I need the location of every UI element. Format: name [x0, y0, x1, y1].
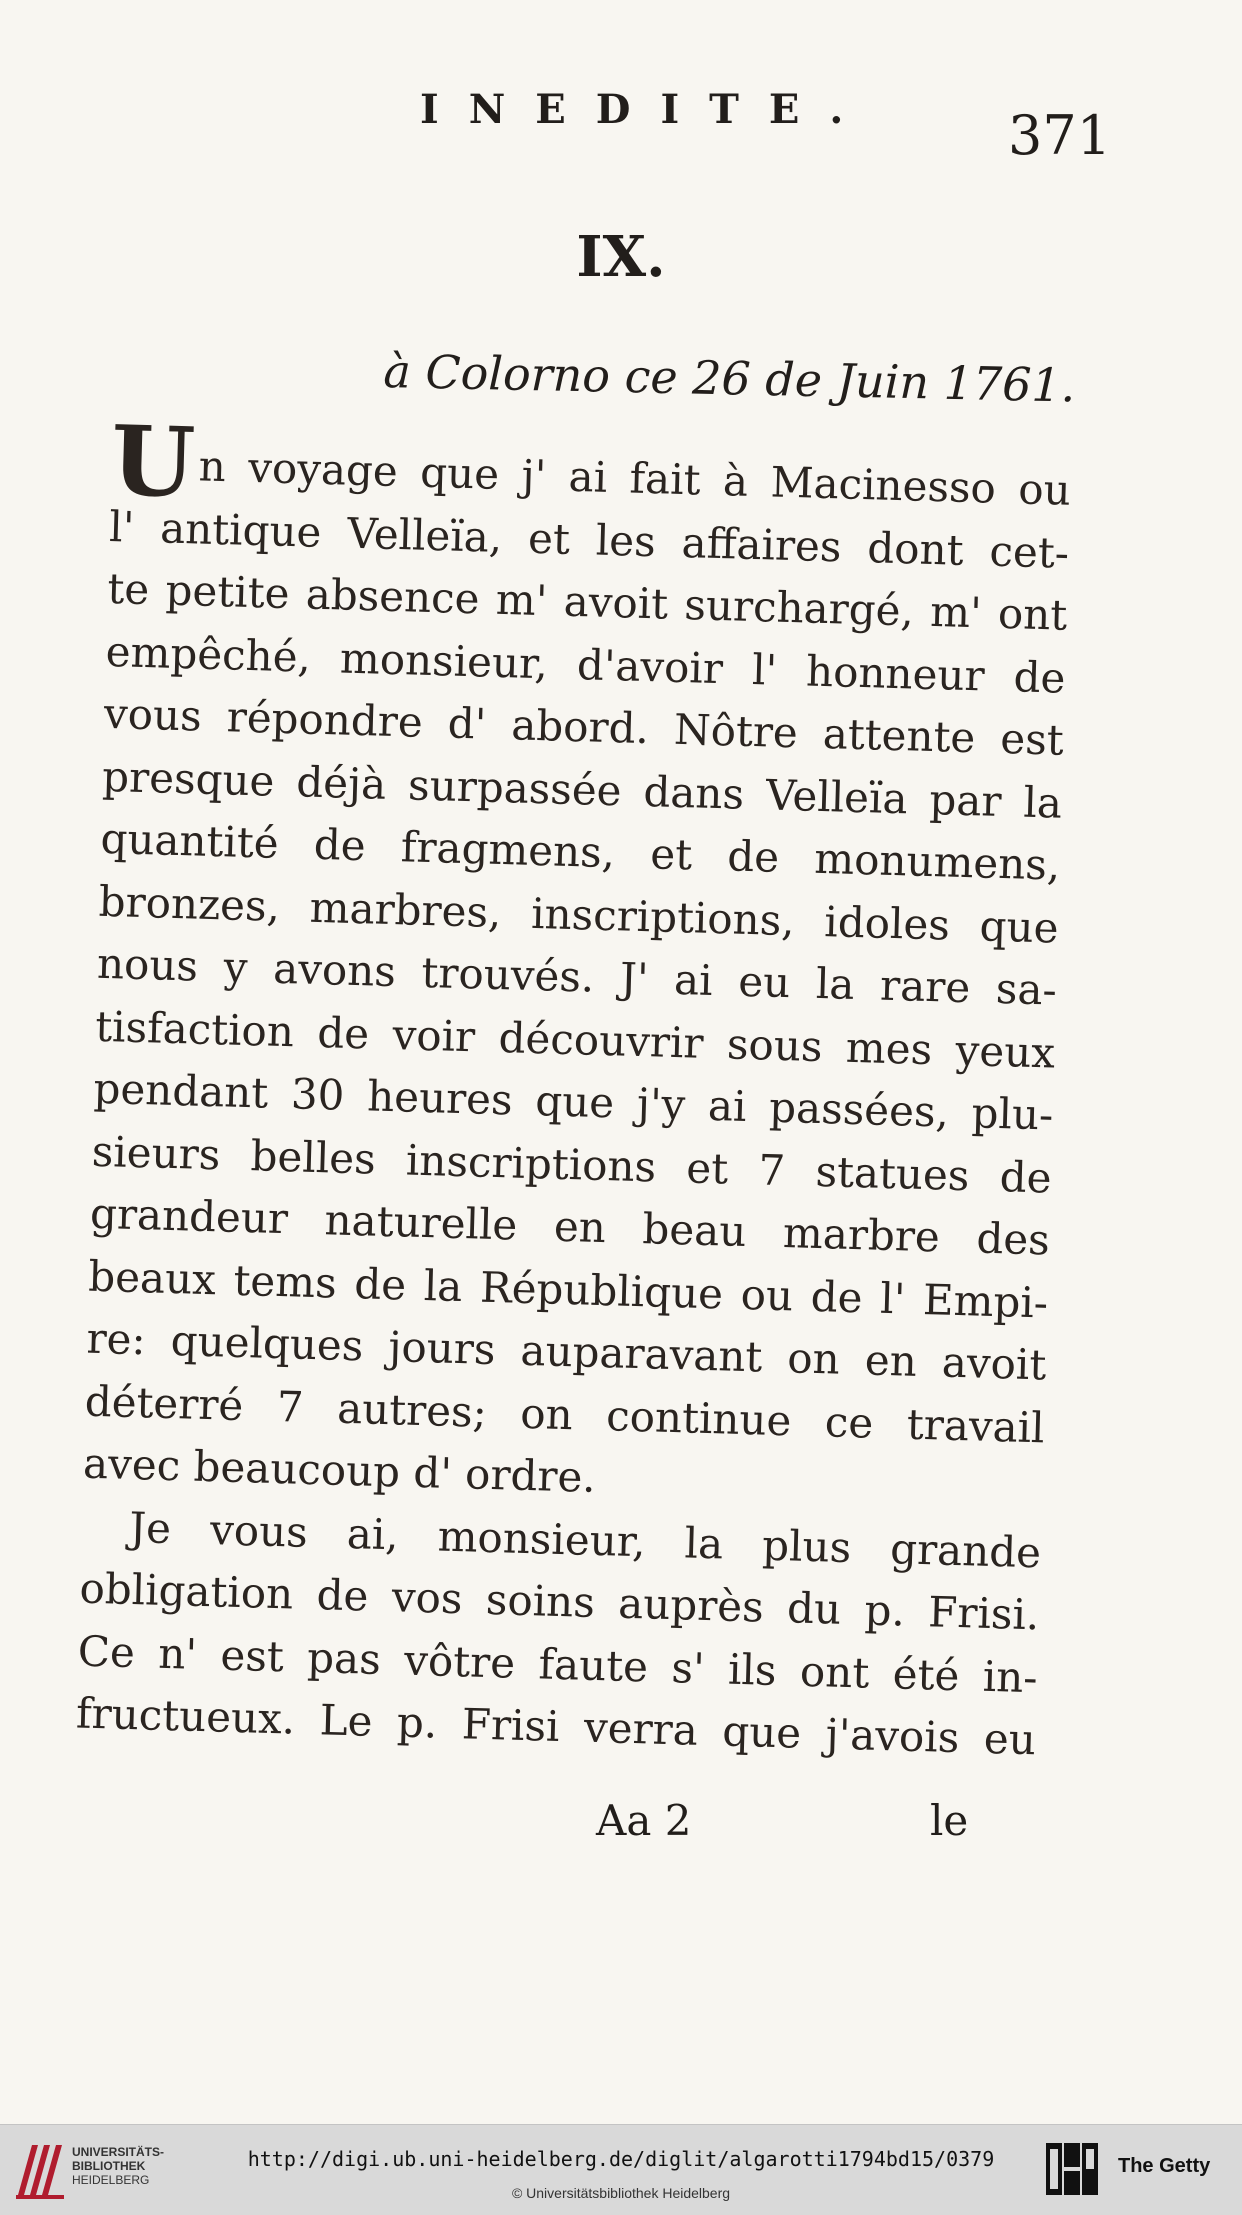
- text-line: beaux tems de la République ou de l' Empi-: [87, 1251, 1049, 1327]
- running-head: INEDITE.: [420, 86, 874, 133]
- text-line: Ce n' est pas vôtre faute s' ils ont été in-: [77, 1626, 1039, 1702]
- text-line: sieurs belles inscriptions et 7 statues de: [91, 1126, 1053, 1203]
- text-line: quantité de fragmens, et de monumens,: [99, 813, 1061, 890]
- text-line: Un voyage que j' ai fait à Macinesso ou: [109, 404, 1072, 520]
- signature-mark: Aa 2: [596, 1796, 692, 1845]
- text-line: presque déjà surpassée dans Velleïa par la: [101, 751, 1063, 828]
- footer-bar: [0, 2124, 1242, 2215]
- dateline: à Colorno ce 26 de Juin 1761.: [382, 344, 1076, 413]
- text-line: vous répondre d' abord. Nôtre attente est: [103, 688, 1065, 765]
- library-name: UNIVERSITÄTS- BIBLIOTHEK HEIDELBERG: [72, 2145, 165, 2187]
- text-line: obligation de vos soins auprès du p. Frisi.: [78, 1563, 1040, 1640]
- letter-body: [75, 404, 1072, 1772]
- text-line: Je vous ai, monsieur, la plus grande: [128, 1502, 1042, 1577]
- page-number: 371: [1008, 104, 1112, 167]
- text-line: avec beaucoup d' ordre.: [82, 1438, 597, 1502]
- permalink-url[interactable]: http://digi.ub.uni-heidelberg.de/diglit/algarotti1794bd15/0379: [247, 2147, 995, 2171]
- section-number: IX.: [576, 224, 666, 290]
- catchword: le: [930, 1796, 969, 1845]
- text-line: fructueux. Le p. Frisi verra que j'avois eu: [75, 1688, 1037, 1765]
- text-line: grandeur naturelle en beau marbre des: [89, 1188, 1051, 1265]
- partner-name: The Getty: [1118, 2155, 1211, 2177]
- text-line: te petite absence m' avoit surchargé, m' ont: [106, 563, 1068, 640]
- text-line: tisfaction de voir découvrir sous mes yeux: [94, 1001, 1056, 1078]
- text-line: bronzes, marbres, inscriptions, idoles que: [98, 876, 1060, 953]
- drop-cap: U: [109, 404, 197, 520]
- text-line: pendant 30 heures que j'y ai passées, plu-: [92, 1063, 1054, 1140]
- text-line: nous y avons trouvés. J' ai eu la rare sa-: [96, 938, 1058, 1015]
- text-line: déterré 7 autres; on continue ce travail: [84, 1376, 1046, 1452]
- text-line: l' antique Velleïa, et les affaires dont cet-: [108, 501, 1070, 578]
- copyright-notice: © Universitätsbibliothek Heidelberg: [511, 2185, 731, 2201]
- text-line: empêché, monsieur, d'avoir l' honneur de: [105, 626, 1067, 703]
- text-line: re: quelques jours auparavant on en avoit: [85, 1313, 1047, 1390]
- getty-logo-icon: [1044, 2141, 1100, 2197]
